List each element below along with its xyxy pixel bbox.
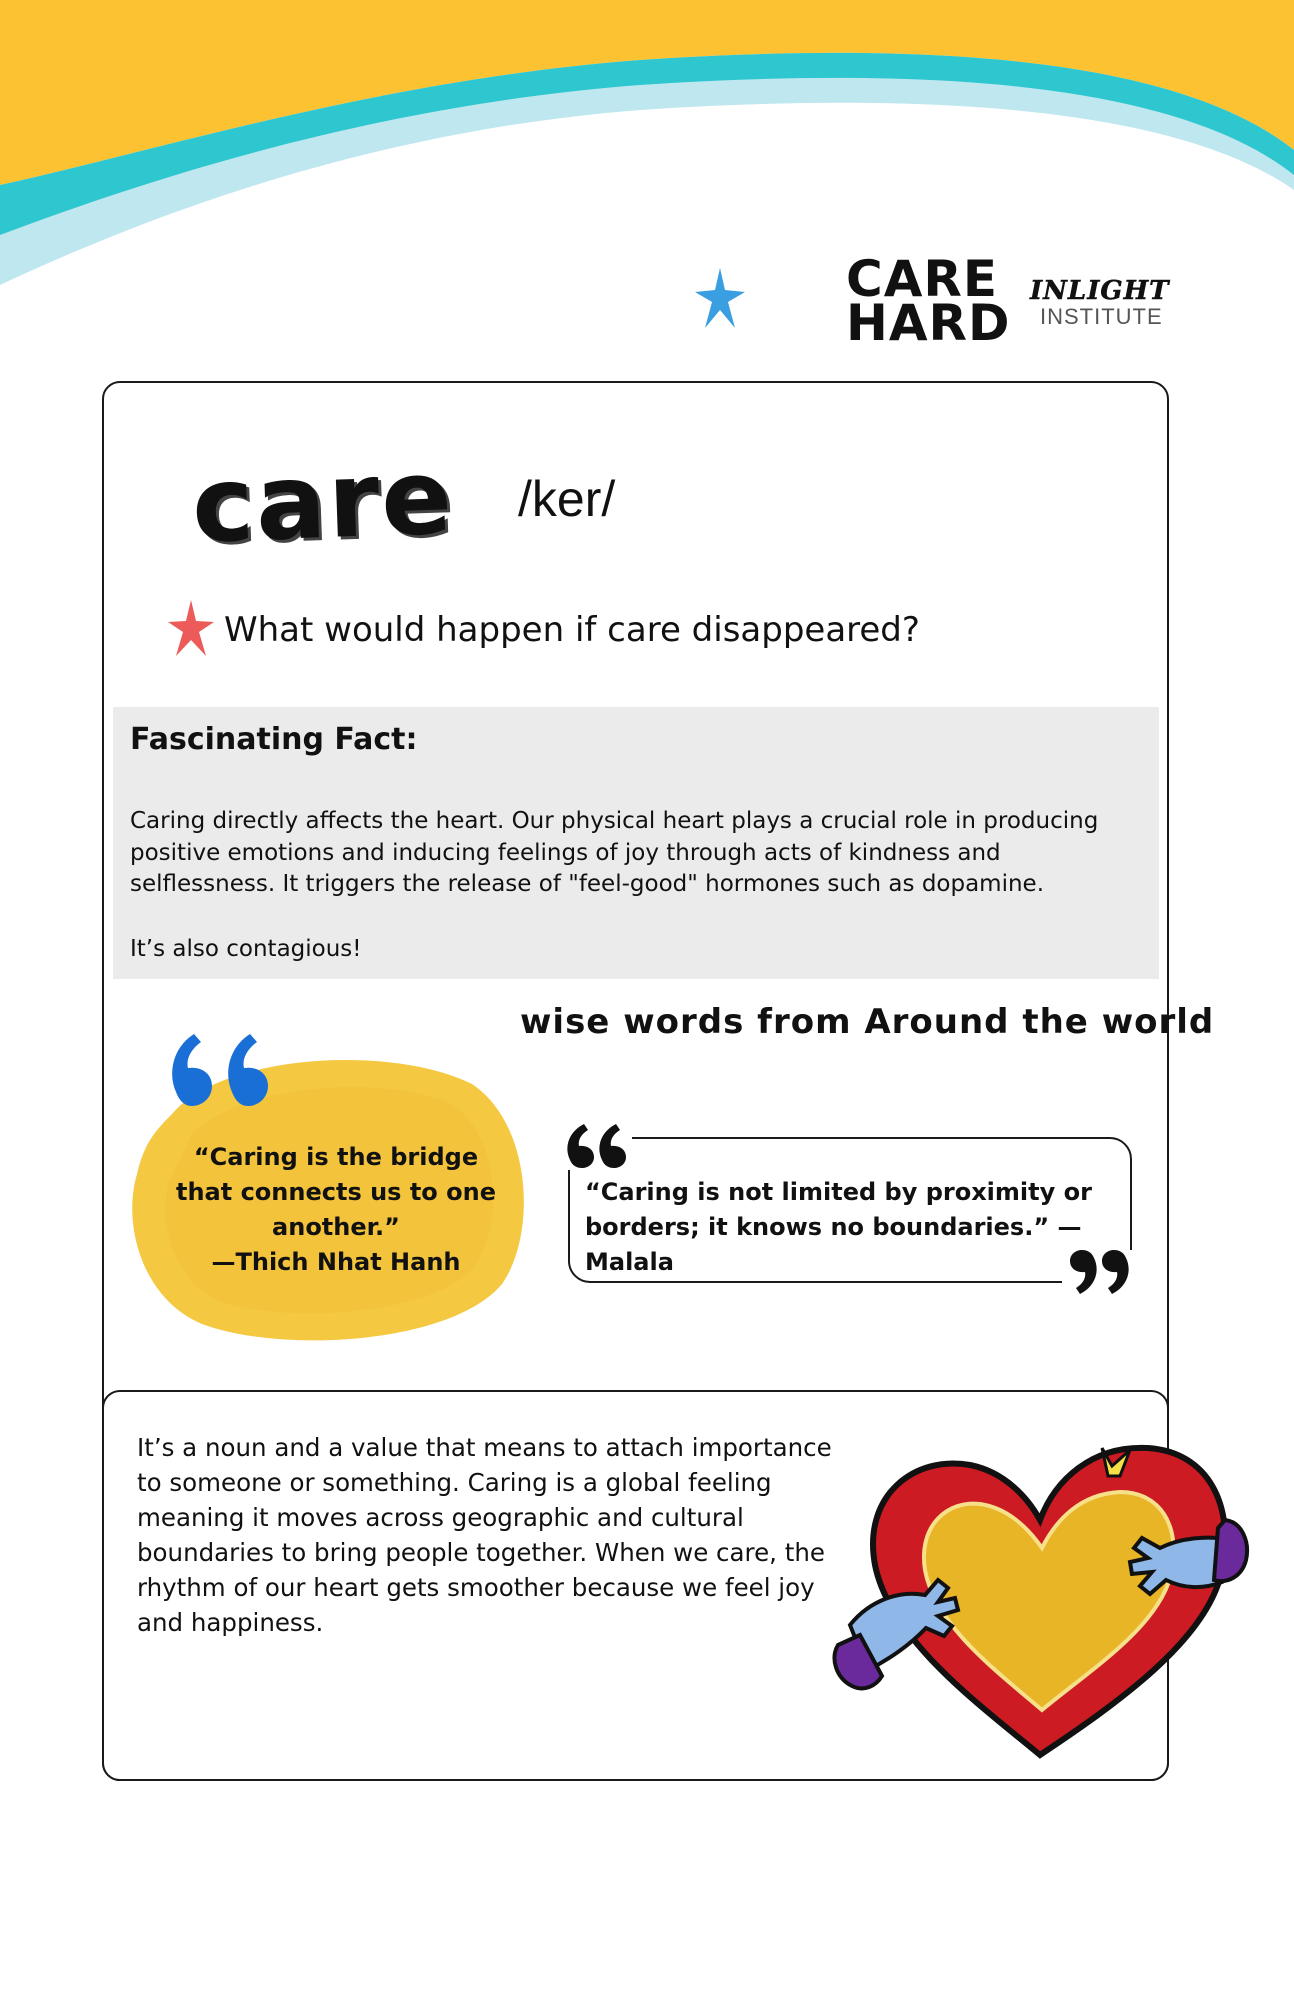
red-star-icon — [168, 600, 214, 656]
definition-text: It’s a noun and a value that means to attach importance to someone or something. Caring is a global feeling meaning it moves across geographic and cultural boundaries to bring people together. When we care, the rhythm of our heart gets smoother because we feel joy and happiness. — [137, 1433, 832, 1637]
heart-hug-illustration — [830, 1420, 1250, 1780]
quote-open-icon — [168, 1026, 282, 1106]
reflection-question: What would happen if care disappeared? — [224, 610, 920, 650]
logo-hard-text: HARD — [846, 294, 1011, 352]
quote-malala-text: “Caring is not limited by proximity or borders; it knows no boundaries.” —Malala — [585, 1178, 1092, 1276]
partner-logo-sub: INSTITUTE — [1040, 304, 1163, 329]
fact-body: Caring directly affects the heart. Our physical heart plays a crucial role in producing positive emotions and inducing feelings of joy through acts of kindness and selflessness. It triggers the release of "feel-good" hormones such as dopamine. — [130, 808, 1099, 897]
blue-star-icon — [695, 268, 745, 328]
fact-extra: It’s also contagious! — [130, 936, 362, 962]
partner-logo-name: INLIGHT — [1030, 276, 1170, 306]
definition-word: care — [189, 435, 456, 567]
quote-open-black-icon — [566, 1120, 628, 1168]
logo-care-text: CARE — [846, 250, 999, 308]
wise-words-heading: wise words from Around the world — [520, 1002, 1215, 1042]
pronunciation: /ker/ — [518, 471, 616, 527]
header-wave — [0, 0, 1294, 308]
fact-title: Fascinating Fact: — [130, 722, 418, 757]
quote1-text: “Caring is the bridge that connects us to one another.” — [176, 1143, 496, 1241]
quote-thich-nhat-hanh — [168, 1140, 504, 1280]
quote1-author: —Thich Nhat Hanh — [211, 1248, 461, 1276]
